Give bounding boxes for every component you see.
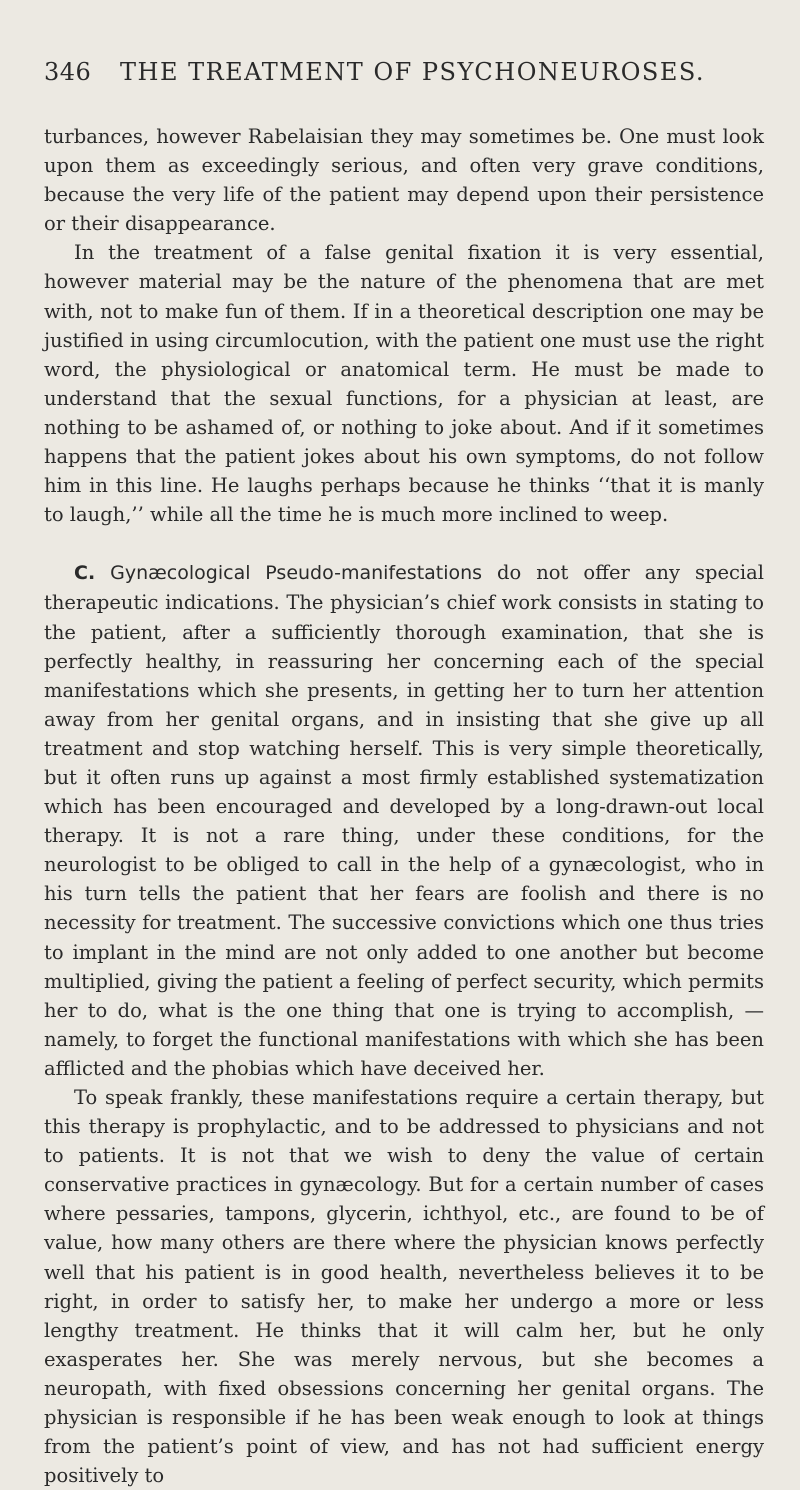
running-title: THE TREATMENT OF PSYCHONEUROSES. — [120, 58, 706, 86]
section-label: C. — [74, 562, 96, 585]
paragraph-continuation: turbances, however Rabelaisian they may sometimes be. One must look upon them as exceedingly serious, and often very grave conditions, because the very life of the patient may depend upon their persistence or their disappearance. — [44, 125, 764, 236]
section-c-text: do not offer any special therapeutic indications. The physician’s chief work consists in stating to the patient, after a sufficiently thorough examination, that she is perfectly healthy, in reassuring her concerning each of the special manifestations which she presents, in getting her to turn her attention away from her genital organs, and in insisting that she give up all treatment and stop watching herself. This is very simple theoretically, but it often runs up against a most firmly established systematization which has been encouraged and developed by a long-drawn-out local therapy. It is not a rare thing, under these conditions, for the neurologist to be obliged to call in the help of a gynæcologist, who in his turn tells the patient that her fears are foolish and there is no necessity for treatment. The successive convictions which one thus tries to implant in the mind are not only added to one another but become multiplied, giving the patient a feeling of perfect security, which permits her to do, what is the one thing that one is trying to accomplish, —namely, to forget the functional manifestations with which she has been afflicted and the phobias which have deceived her. — [44, 561, 765, 1080]
paragraph-false-genital-fixation: In the treatment of a false genital fixation it is very essential, however material may be the nature of the phenomena that are met with, not to make fun of them. If in a theoretical description one may be justified in using circumlocution, with the patient one must use the right word, the physiological or anatomical term. He must be made to understand that the sexual functions, for a physician at least, are nothing to be ashamed of, or nothing to joke about. And if it sometimes happens that the patient jokes about his own symptoms, do not follow him in this line. He laughs perhaps because he thinks ‘‘that it is manly to laugh,’’ while all the time he is much more inclined to weep. — [44, 241, 764, 527]
page-number: 346 — [44, 58, 92, 86]
paragraph-section-c — [44, 558, 764, 1083]
body-text — [44, 122, 764, 1490]
paragraph-closing: To speak frankly, these manifestations require a certain therapy, but this therapy is prophylactic, and to be addressed to physicians and not to patients. It is not that we wish to deny the value of certain conservative practices in gynæcology. But for a certain number of cases where pessaries, tampons, glycerin, ichthyol, etc., are found to be of value, how many others are there where the physician knows perfectly well that his patient is in good health, nevertheless believes it to be right, in order to satisfy her, to make her undergo a more or less lengthy treatment. He thinks that it will calm her, but he only exasperates her. She was merely nervous, but she becomes a neuropath, with fixed obsessions concerning her genital organs. The physician is responsible if he has been weak enough to look at things from the patient’s point of view, and has not had sufficient energy positively to — [44, 1086, 764, 1488]
running-head — [44, 58, 764, 98]
section-title: Gynæcological Pseudo-manifestations — [110, 562, 483, 585]
